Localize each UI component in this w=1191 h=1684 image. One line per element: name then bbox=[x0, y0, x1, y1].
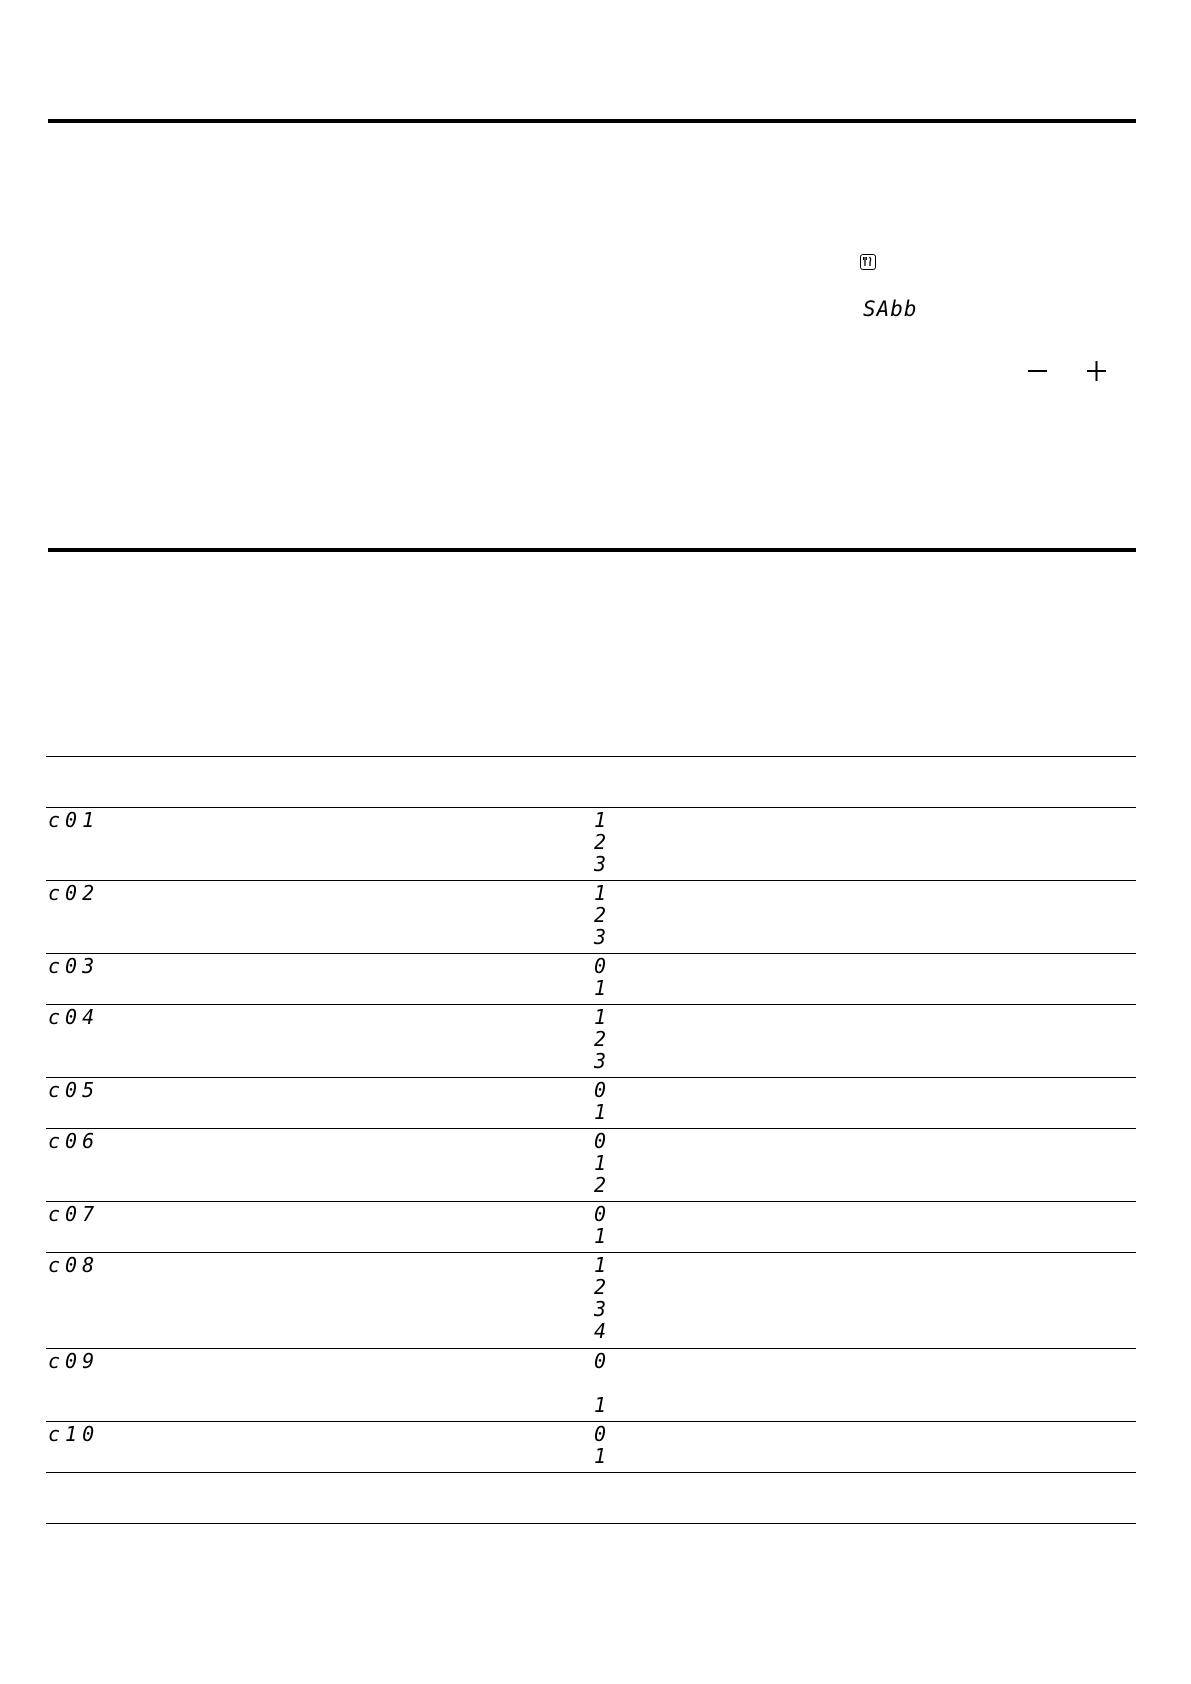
row-divider bbox=[46, 1421, 1136, 1422]
setting-value: 0 bbox=[594, 1422, 607, 1446]
setting-value: 2 bbox=[594, 1027, 607, 1051]
setting-value: 1 bbox=[594, 1151, 607, 1175]
setting-value: 1 bbox=[594, 1224, 607, 1248]
plus-icon[interactable] bbox=[1084, 358, 1110, 384]
row-divider bbox=[46, 1252, 1136, 1253]
row-divider bbox=[46, 1077, 1136, 1078]
setting-code: c09 bbox=[48, 1349, 100, 1373]
display-readout: SAbb bbox=[863, 297, 918, 321]
setting-values bbox=[594, 1130, 606, 1196]
setting-code: c06 bbox=[48, 1129, 100, 1153]
setting-value: 0 bbox=[594, 954, 607, 978]
section-rule bbox=[48, 548, 1136, 552]
setting-value: 2 bbox=[594, 1275, 607, 1299]
top-rule bbox=[48, 119, 1136, 123]
setting-code: c05 bbox=[48, 1078, 100, 1102]
setting-code: c10 bbox=[48, 1422, 100, 1446]
setting-value bbox=[594, 1372, 606, 1394]
setting-value: 0 bbox=[594, 1129, 607, 1153]
minus-icon[interactable] bbox=[1025, 358, 1051, 384]
setting-value: 1 bbox=[594, 976, 607, 1000]
setting-value: 2 bbox=[594, 830, 607, 854]
setting-value: 1 bbox=[594, 808, 607, 832]
setting-code: c03 bbox=[48, 954, 100, 978]
setting-value: 0 bbox=[594, 1349, 607, 1373]
setting-values bbox=[594, 1423, 606, 1467]
setting-code: c02 bbox=[48, 881, 100, 905]
setting-values bbox=[594, 882, 606, 948]
setting-value: 3 bbox=[594, 925, 607, 949]
setting-values bbox=[594, 1350, 606, 1416]
setting-value: 1 bbox=[594, 1444, 607, 1468]
setting-value: 2 bbox=[594, 903, 607, 927]
setting-code: c01 bbox=[48, 808, 100, 832]
setting-code: c07 bbox=[48, 1202, 100, 1226]
row-divider bbox=[46, 1004, 1136, 1005]
row-divider bbox=[46, 953, 1136, 954]
table-top-rule bbox=[46, 756, 1136, 757]
setting-value: 2 bbox=[594, 1173, 607, 1197]
setting-code: c04 bbox=[48, 1005, 100, 1029]
row-divider bbox=[46, 1128, 1136, 1129]
row-divider bbox=[46, 1201, 1136, 1202]
setting-code: c08 bbox=[48, 1253, 100, 1277]
setting-value: 1 bbox=[594, 881, 607, 905]
row-divider bbox=[46, 1472, 1136, 1473]
setting-value: 1 bbox=[594, 1100, 607, 1124]
setting-values bbox=[594, 809, 606, 875]
setting-value: 3 bbox=[594, 852, 607, 876]
setting-value: 1 bbox=[594, 1253, 607, 1277]
setting-value: 3 bbox=[594, 1297, 607, 1321]
setting-values bbox=[594, 1203, 606, 1247]
setting-values bbox=[594, 955, 606, 999]
table-header-rule bbox=[46, 807, 1136, 808]
setting-value: 3 bbox=[594, 1049, 607, 1073]
cutlery-icon bbox=[860, 254, 876, 270]
setting-value: 1 bbox=[594, 1005, 607, 1029]
setting-value: 4 bbox=[594, 1319, 607, 1343]
setting-value: 1 bbox=[594, 1393, 607, 1417]
setting-value: 0 bbox=[594, 1078, 607, 1102]
setting-values bbox=[594, 1254, 606, 1342]
table-bottom-rule bbox=[46, 1523, 1136, 1524]
row-divider bbox=[46, 880, 1136, 881]
setting-value: 0 bbox=[594, 1202, 607, 1226]
row-divider bbox=[46, 1348, 1136, 1349]
setting-values bbox=[594, 1079, 606, 1123]
setting-values bbox=[594, 1006, 606, 1072]
